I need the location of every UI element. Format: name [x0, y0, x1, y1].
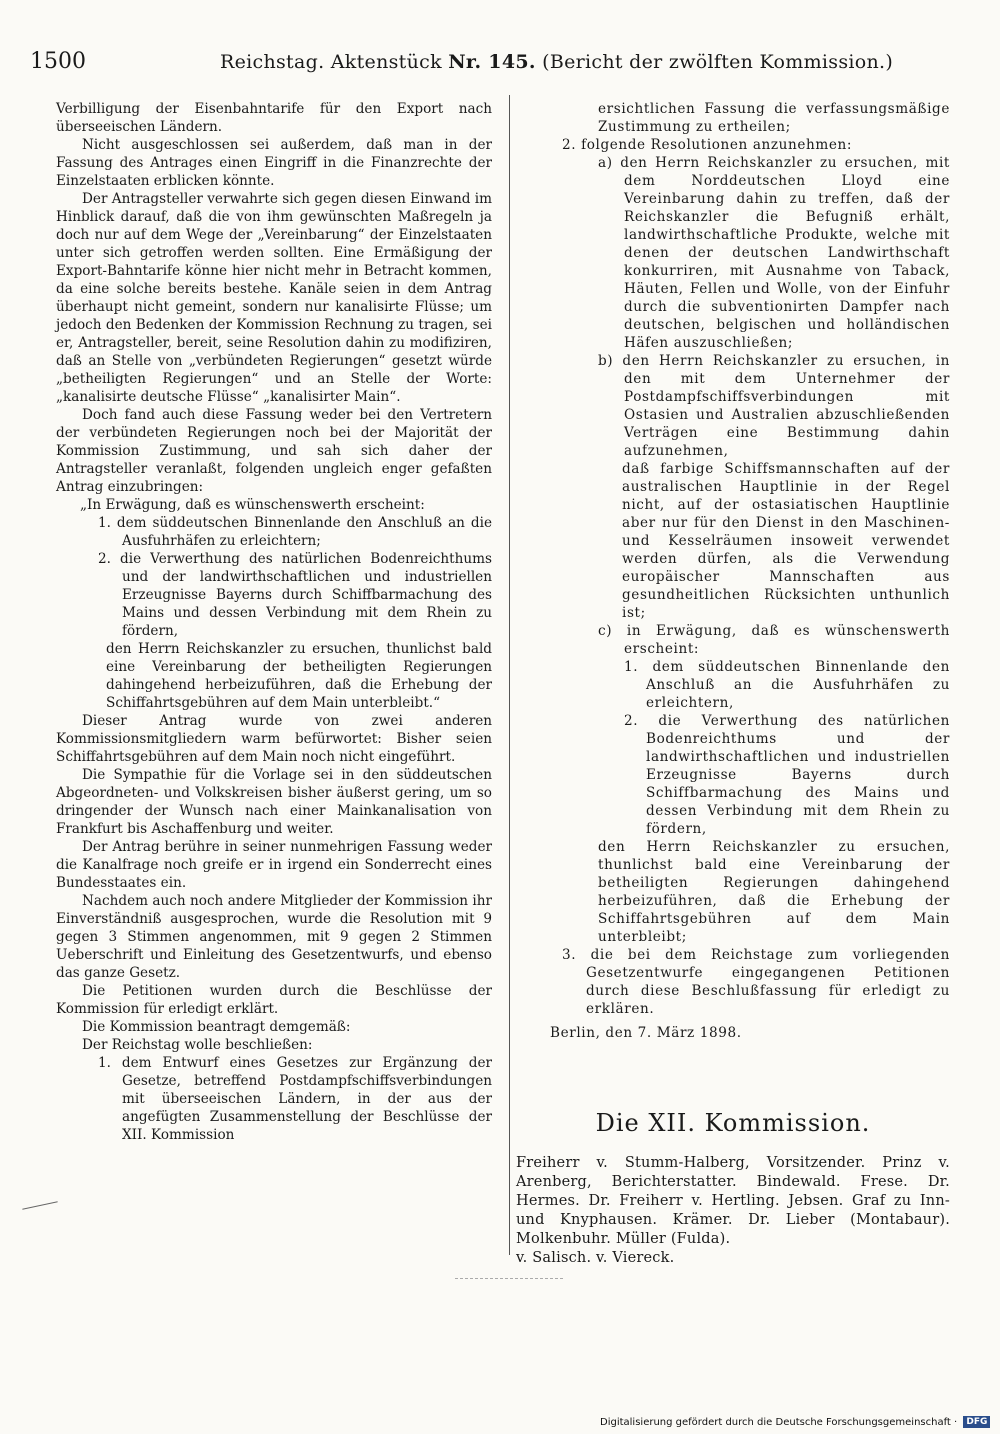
- paragraph: daß farbige Schiffsmannschaften auf der australischen Hauptlinie in der Regel nicht, auf der ostasiatischen Hauptlinie aber nur für den Dienst in den Maschinen- und Kesselräumen insoweit verwendet werden dürfen, als die Verwendung europäischer Mannschaften aus gesundheitlichen Rücksichten unthunlich ist;: [622, 461, 950, 621]
- commission-title: Die XII. Kommission.: [595, 1109, 871, 1137]
- paragraph: Dieser Antrag wurde von zwei anderen Kommissionsmitgliedern warm befürwortet: Bisher seien Schiffahrtsgebühren auf dem Main noch nicht eingeführt.: [56, 713, 492, 765]
- list-item: 2. folgende Resolutionen anzunehmen:: [562, 137, 853, 153]
- dfg-logo-icon: DFG: [963, 1416, 990, 1428]
- paragraph: Nachdem auch noch andere Mitglieder der Kommission ihr Einverständniß ausgesprochen, wurde die Resolution mit 9 gegen 3 Stimmen angenommen, mit 9 gegen 2 Stimmen Ueberschrift und Einleitung des Gesetzentwurfs, und ebenso das ganze Gesetz.: [56, 893, 492, 981]
- paragraph: Die Sympathie für die Vorlage sei in den süddeutschen Abgeordneten- und Volkskreisen bisher äußerst gering, um so dringender der Wunsch nach einer Mainkanalisation von Frankfurt bis Aschaffenburg und weiter.: [56, 767, 492, 837]
- paragraph: Der Antragsteller verwahrte sich gegen diesen Einwand im Hinblick darauf, daß die von ihm gewünschten Maßregeln ja doch nur auf dem Wege der „Vereinbarung“ der Einzelstaaten unter sich getroffen werden sollten. Eine Ermäßigung der Export-Bahntarife könne hier nicht mehr in Betracht kommen, da eine solche bereits bestehe. Kanäle seien in dem Antrag überhaupt nicht gemeint, sondern nur kanalisirte Flüsse; um jedoch den Bedenken der Kommission Rechnung zu tragen, sei er, Antragsteller, bereit, seine Resolution dahin zu modifiziren, daß an Stelle von „verbündeten Regierungen“ gesetzt würde „betheiligten Regierungen“ und an Stelle der Worte: „kanalisirte deutsche Flüsse“ „kanalisirter Main“.: [56, 191, 492, 405]
- left-column: [56, 100, 492, 1144]
- list-item: b) den Herrn Reichskanzler zu ersuchen, in den mit dem Unternehmer der Postdampfschiffsverbindungen mit Ostasien und Australien abzuschließenden Verträgen eine Bestimmung dahin aufzunehmen,: [598, 353, 950, 459]
- paragraph: Der Antrag berühre in seiner nunmehrigen Fassung weder die Kanalfrage noch greife er in irgend ein Sonderrecht eines Bundesstaates ein.: [56, 839, 492, 891]
- commission-members-last: v. Salisch. v. Viereck.: [516, 1250, 675, 1266]
- title-post: (Bericht der zwölften Kommission.): [535, 51, 894, 73]
- list-item: 1. dem süddeutschen Binnenlande den Anschluß an die Ausfuhrhäfen zu erleichtern;: [98, 515, 492, 549]
- margin-mark: [22, 1201, 57, 1209]
- title-pre: Reichstag. Aktenstück: [220, 51, 449, 73]
- list-item: 2. die Verwerthung des natürlichen Bodenreichthums und der landwirthschaftlichen und industriellen Erzeugnisse Bayerns durch Schiffbarmachung des Mains und dessen Verbindung mit dem Rhein zu fördern,: [624, 713, 950, 837]
- commission-members: Freiherr v. Stumm-Halberg, Vorsitzender. Prinz v. Arenberg, Berichterstatter. Bindewald. Frese. Dr. Hermes. Dr. Freiherr v. Hertling. Jebsen. Graf zu Inn- und Knyphausen. Krämer. Dr. Lieber (Montabaur). Molkenbuhr. Müller (Fulda).: [516, 1155, 950, 1247]
- right-column: [538, 100, 950, 1042]
- paragraph: Doch fand auch diese Fassung weder bei den Vertretern der verbündeten Regierungen noch bei der Majorität der Kommission Zustimmung, und sah sich daher der Antragsteller veranlaßt, folgenden ungleich enger gefaßten Antrag einzubringen:: [56, 407, 492, 495]
- page-title: [220, 44, 893, 80]
- paragraph: Verbilligung der Eisenbahntarife für den Export nach überseeischen Ländern.: [56, 101, 492, 135]
- quoted-motion-intro: „In Erwägung, daß es wünschenswerth erscheint:: [80, 497, 425, 513]
- footer-text: Digitalisierung gefördert durch die Deutsche Forschungsgemeinschaft ·: [600, 1417, 958, 1428]
- paragraph: den Herrn Reichskanzler zu ersuchen, thunlichst bald eine Vereinbarung der betheiligten Regierungen dahingehend herbeizuführen, daß die Erhebung der Schiffahrtsgebühren auf dem Main unterbleibt.“: [106, 641, 492, 711]
- list-item: c) in Erwägung, daß es wünschenswerth erscheint:: [598, 623, 950, 657]
- footer: [600, 1416, 995, 1430]
- list-item: a) den Herrn Reichskanzler zu ersuchen, mit dem Norddeutschen Lloyd eine Vereinbarung dahin zu treffen, daß der Reichskanzler die Befugniß erhält, landwirthschaftliche Produkte, welche mit denen der deutschen Landwirthschaft konkurriren, mit Ausnahme von Taback, Häuten, Fellen und Wolle, von der Einfuhr durch die subventionirten Dampfer nach deutschen, belgischen und holländischen Häfen auszuschließen;: [598, 155, 950, 351]
- list-item: 1. dem Entwurf eines Gesetzes zur Ergänzung der Gesetze, betreffend Postdampfschiffsverbindungen mit überseeischen Ländern, in der aus der angefügten Zusammenstellung der Beschlüsse der XII. Kommission: [98, 1055, 492, 1143]
- page-header: [30, 44, 894, 80]
- list-item: 3. die bei dem Reichstage zum vorliegenden Gesetzentwurfe eingegangenen Petitionen durch diese Beschlußfassung für erledigt zu erklären.: [562, 947, 950, 1017]
- date-line: Berlin, den 7. März 1898.: [550, 1025, 742, 1041]
- paragraph: Die Kommission beantragt demgemäß:: [82, 1019, 351, 1035]
- page-number: 1500: [30, 49, 86, 74]
- column-divider: [509, 95, 510, 1255]
- document-number: Nr. 145.: [448, 51, 536, 73]
- end-rule: [455, 1278, 563, 1280]
- paragraph: Die Petitionen wurden durch die Beschlüsse der Kommission für erledigt erklärt.: [56, 983, 492, 1017]
- paragraph: Nicht ausgeschlossen sei außerdem, daß man in der Fassung des Antrages einen Eingriff in die Finanzrechte der Einzelstaaten erblicken könnte.: [56, 137, 492, 189]
- list-item: 2. die Verwerthung des natürlichen Bodenreichthums und der landwirthschaftlichen und industriellen Erzeugnisse Bayerns durch Schiffbarmachung des Mains und dessen Verbindung mit dem Rhein zu fördern,: [98, 551, 492, 639]
- paragraph: ersichtlichen Fassung die verfassungsmäßige Zustimmung zu ertheilen;: [598, 101, 950, 135]
- paragraph: den Herrn Reichskanzler zu ersuchen, thunlichst bald eine Vereinbarung der betheiligten Regierungen dahingehend herbeizuführen, daß die Erhebung der Schiffahrtsgebühren auf dem Main unterbleibt;: [598, 839, 950, 945]
- paragraph: Der Reichstag wolle beschließen:: [82, 1037, 313, 1053]
- list-item: 1. dem süddeutschen Binnenlande den Anschluß an die Ausfuhrhäfen zu erleichtern,: [624, 659, 950, 711]
- commission-block: [516, 1088, 950, 1268]
